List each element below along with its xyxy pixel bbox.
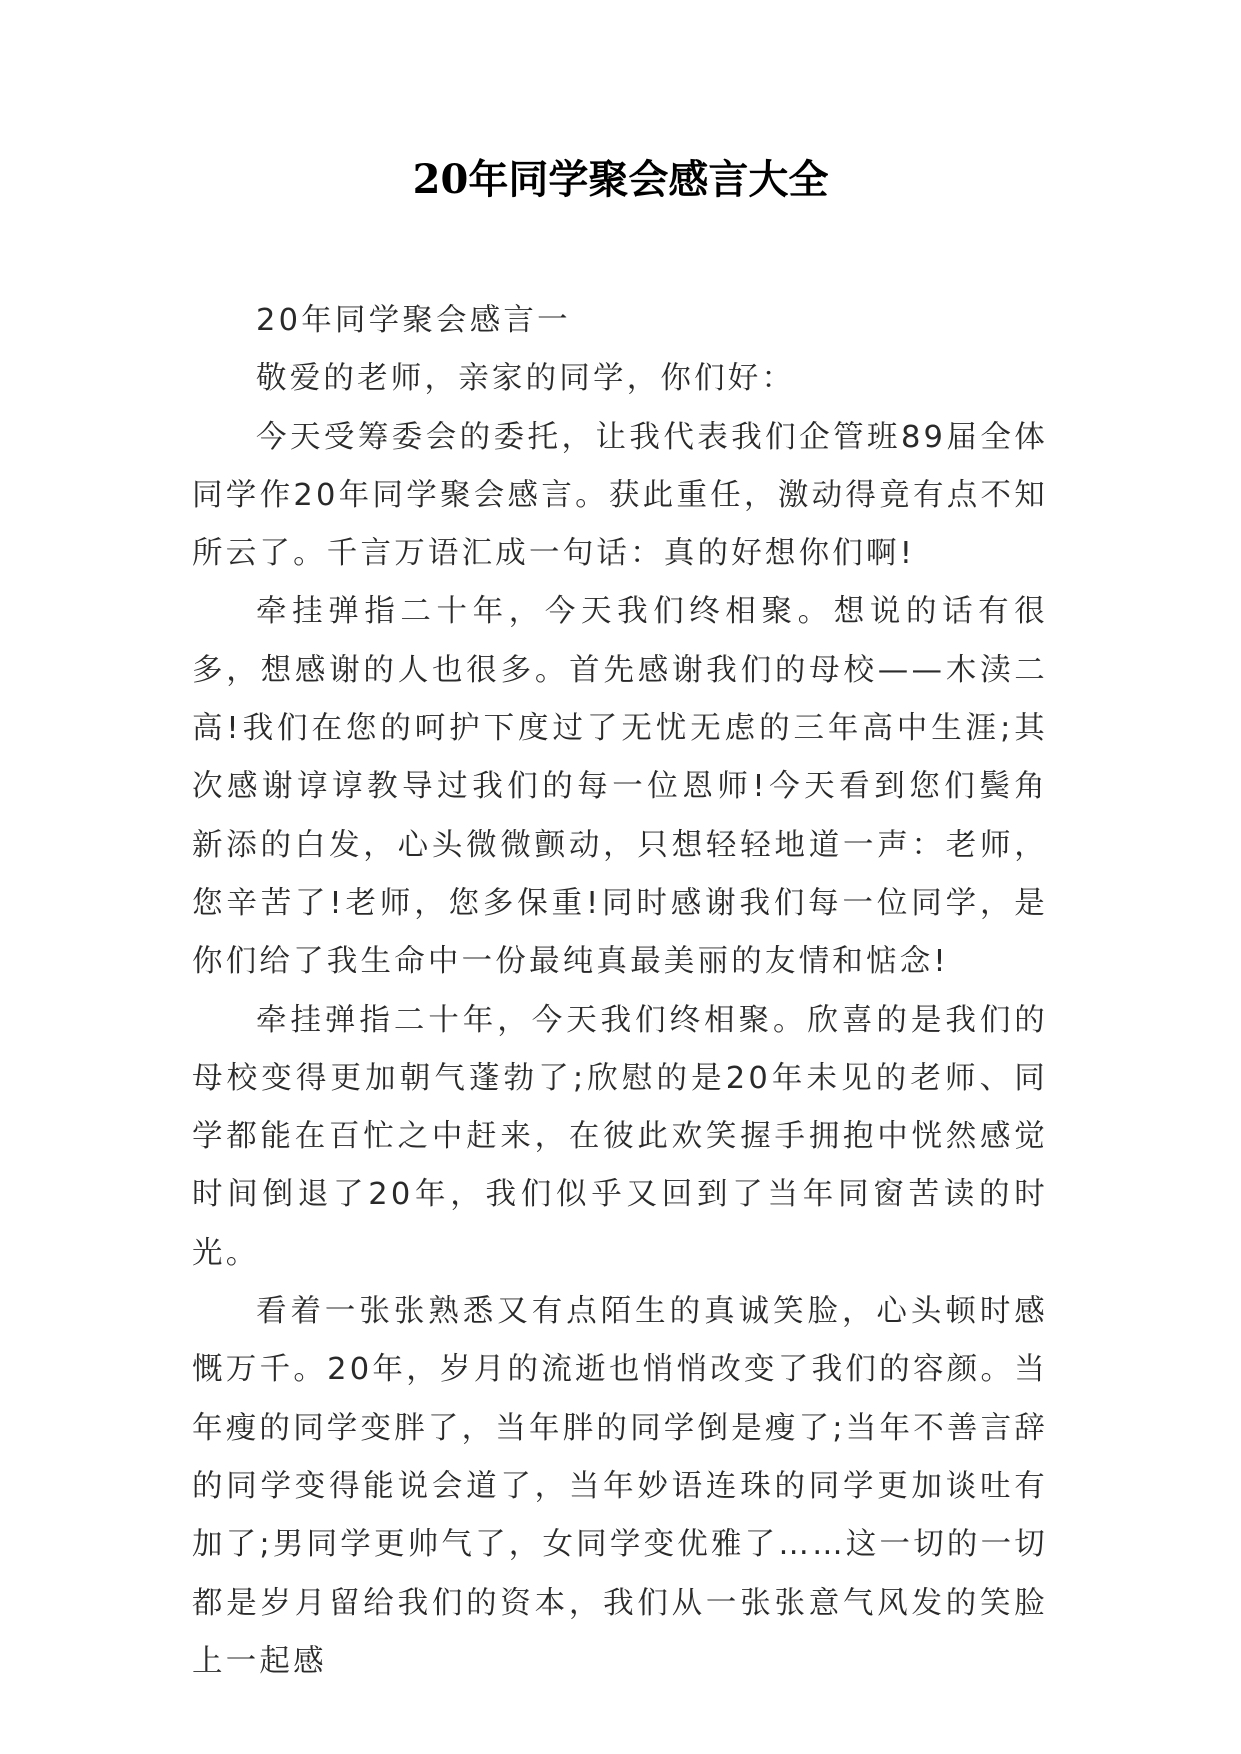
section-heading: 20年同学聚会感言一	[256, 303, 571, 338]
document-body	[192, 292, 1048, 1691]
body-paragraph: 牵挂弹指二十年，今天我们终相聚。想说的话有很多，想感谢的人也很多。首先感谢我们的母校——木渎二高!我们在您的呵护下度过了无忧无虑的三年高中生涯;其次感谢谆谆教导过我们的每一位恩师!今天看到您们鬓角新添的白发，心头微微颤动，只想轻轻地道一声：老师，您辛苦了!老师，您多保重!同时感谢我们每一位同学，是你们给了我生命中一份最纯真最美丽的友情和惦念!	[192, 594, 1048, 980]
document-title: 20年同学聚会感言大全	[412, 156, 829, 203]
body-paragraph: 看着一张张熟悉又有点陌生的真诚笑脸，心头顿时感慨万千。20年，岁月的流逝也悄悄改变了我们的容颜。当年瘦的同学变胖了，当年胖的同学倒是瘦了;当年不善言辞的同学变得能说会道了，当年妙语连珠的同学更加谈吐有加了;男同学更帅气了，女同学变优雅了……这一切的一切都是岁月留给我们的资本，我们从一张张意气风发的笑脸上一起感	[192, 1294, 1048, 1679]
body-paragraph: 今天受筹委会的委托，让我代表我们企管班89届全体同学作20年同学聚会感言。获此重任，激动得竟有点不知所云了。千言万语汇成一句话：真的好想你们啊!	[192, 419, 1048, 572]
body-paragraph: 牵挂弹指二十年，今天我们终相聚。欣喜的是我们的母校变得更加朝气蓬勃了;欣慰的是20年未见的老师、同学都能在百忙之中赶来，在彼此欢笑握手拥抱中恍然感觉时间倒退了20年，我们似乎又回到了当年同窗苦读的时光。	[192, 1002, 1048, 1271]
salutation-paragraph: 敬爱的老师，亲家的同学，你们好：	[256, 361, 796, 397]
